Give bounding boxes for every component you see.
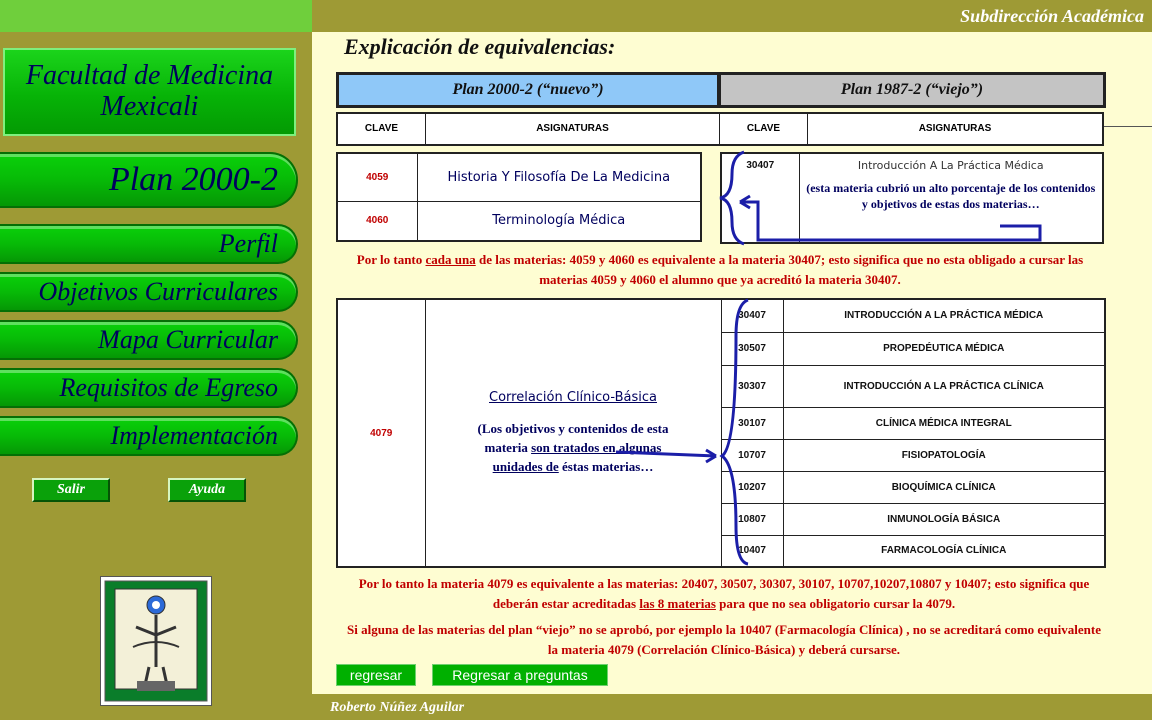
note-c: éstas materias… <box>558 459 654 474</box>
row-name: BIOQUÍMICA CLÍNICA <box>783 471 1105 503</box>
row-code: 10707 <box>721 439 783 471</box>
nav-requisitos-label: Requisitos de Egreso <box>59 373 278 402</box>
row-name: CLÍNICA MÉDICA INTEGRAL <box>783 407 1105 439</box>
column-headers <box>336 112 1104 146</box>
nav-objetivos-label: Objetivos Curriculares <box>38 277 278 306</box>
nav-implementacion[interactable] <box>0 416 298 456</box>
nav-plan-2000-2[interactable] <box>0 152 298 208</box>
author-credit: Roberto Núñez Aguilar <box>330 700 465 715</box>
row-name: INMUNOLOGÍA BÁSICA <box>783 503 1105 535</box>
subject-correlacion: Correlación Clínico-Básica <box>489 390 657 405</box>
nav-perfil-label: Perfil <box>218 229 278 258</box>
row-code: 30107 <box>721 407 783 439</box>
explanation-paragraph-2 <box>344 574 1104 614</box>
regresar-preguntas-button[interactable]: Regresar a preguntas <box>432 664 608 686</box>
nav-perfil[interactable] <box>0 224 298 264</box>
plan-new-header: Plan 2000-2 (“nuevo”) <box>336 72 720 108</box>
para1-text-b: cada una <box>425 252 476 267</box>
row-code: 30507 <box>721 332 783 365</box>
nav-objetivos-curriculares[interactable] <box>0 272 298 312</box>
row-name: INTRODUCCIÓN A LA PRÁCTICA CLÍNICA <box>783 365 1105 407</box>
nav-implementacion-label: Implementación <box>110 421 278 450</box>
table-row <box>337 153 701 201</box>
para2-text-c: para que no sea obligatorio cursar la 4079. <box>715 596 956 611</box>
subject-historia: Historia Y Filosofía De La Medicina <box>417 153 701 201</box>
nav-mapa-curricular[interactable] <box>0 320 298 360</box>
explanation-paragraph-1 <box>336 250 1104 290</box>
table1-new <box>336 152 702 242</box>
ayuda-button[interactable]: Ayuda <box>168 478 246 502</box>
row-name: FISIOPATOLOGÍA <box>783 439 1105 471</box>
row-code: 30307 <box>721 365 783 407</box>
note-a: (Los objetivos y contenidos de esta materia <box>477 421 669 455</box>
equivalence-arrow-1 <box>700 148 1050 248</box>
code-30407: 30407 <box>721 153 799 243</box>
nav-mapa-label: Mapa Curricular <box>98 325 278 354</box>
page-title: Explicación de equivalencias: <box>344 34 616 59</box>
row-code: 10407 <box>721 535 783 567</box>
row-code: 10807 <box>721 503 783 535</box>
col-asignaturas-new: ASIGNATURAS <box>426 114 720 144</box>
row-code: 10207 <box>721 471 783 503</box>
para1-text-a: Por lo tanto <box>356 252 426 267</box>
row-code: 30407 <box>721 299 783 332</box>
regresar-button[interactable]: regresar <box>336 664 416 686</box>
subject-introduccion-note: (esta materia cubrió un alto porcentaje de los contenidos y objetivos de estas dos materias… <box>806 181 1096 211</box>
university-seal-logo <box>100 576 212 706</box>
para2-text-a: Por lo tanto la materia 4079 es equivalente a las materias: 20407, 30507, 30307, 30107, 10707,10207,10807 y 10407; esto significa que deberán estar acreditadas <box>358 576 1090 611</box>
col-clave-old: CLAVE <box>720 114 808 144</box>
para2-text-b: las 8 materias <box>639 596 716 611</box>
col-clave-new: CLAVE <box>338 114 426 144</box>
row-name: PROPEDÉUTICA MÉDICA <box>783 332 1105 365</box>
faculty-banner <box>3 48 296 136</box>
divider <box>1104 126 1152 127</box>
equivalence-arrow-2 <box>612 296 752 568</box>
row-name: INTRODUCCIÓN A LA PRÁCTICA MÉDICA <box>783 299 1105 332</box>
code-4079: 4079 <box>337 299 425 567</box>
explanation-paragraph-3: Si alguna de las materias del plan “viejo” no se aprobó, por ejemplo la 10407 (Farmacología Clínica) , no se acreditará como equivalente la materia 4079 (Correlación Clínico-Básica) y deberá cursarse. <box>347 622 1101 657</box>
row-name: FARMACOLOGÍA CLÍNICA <box>783 535 1105 567</box>
code-4059: 4059 <box>337 153 417 201</box>
nav-plan-label: Plan 2000-2 <box>108 161 278 198</box>
table-row <box>337 201 701 241</box>
note-b: son tratados en algunas unidades de <box>492 440 662 474</box>
salir-button[interactable]: Salir <box>32 478 110 502</box>
nav-requisitos-egreso[interactable] <box>0 368 298 408</box>
plan-old-header: Plan 1987-2 (“viejo”) <box>718 72 1106 108</box>
faculty-label: Facultad de Medicina Mexicali <box>25 60 274 122</box>
top-accent-bar <box>0 0 312 32</box>
subdireccion-header: Subdirección Académica <box>312 0 1152 32</box>
subject-terminologia: Terminología Médica <box>417 201 701 241</box>
col-asignaturas-old: ASIGNATURAS <box>918 123 992 134</box>
code-4060: 4060 <box>337 201 417 241</box>
subject-introduccion: Introducción A La Práctica Médica <box>857 159 1044 172</box>
para1-text-c: de las materias: 4059 y 4060 es equivalente a la materia 30407; esto significa que no esta obligado a cursar las materias 4059 y 4060 el alumno que ya acreditó la materia 30407. <box>475 252 1084 287</box>
